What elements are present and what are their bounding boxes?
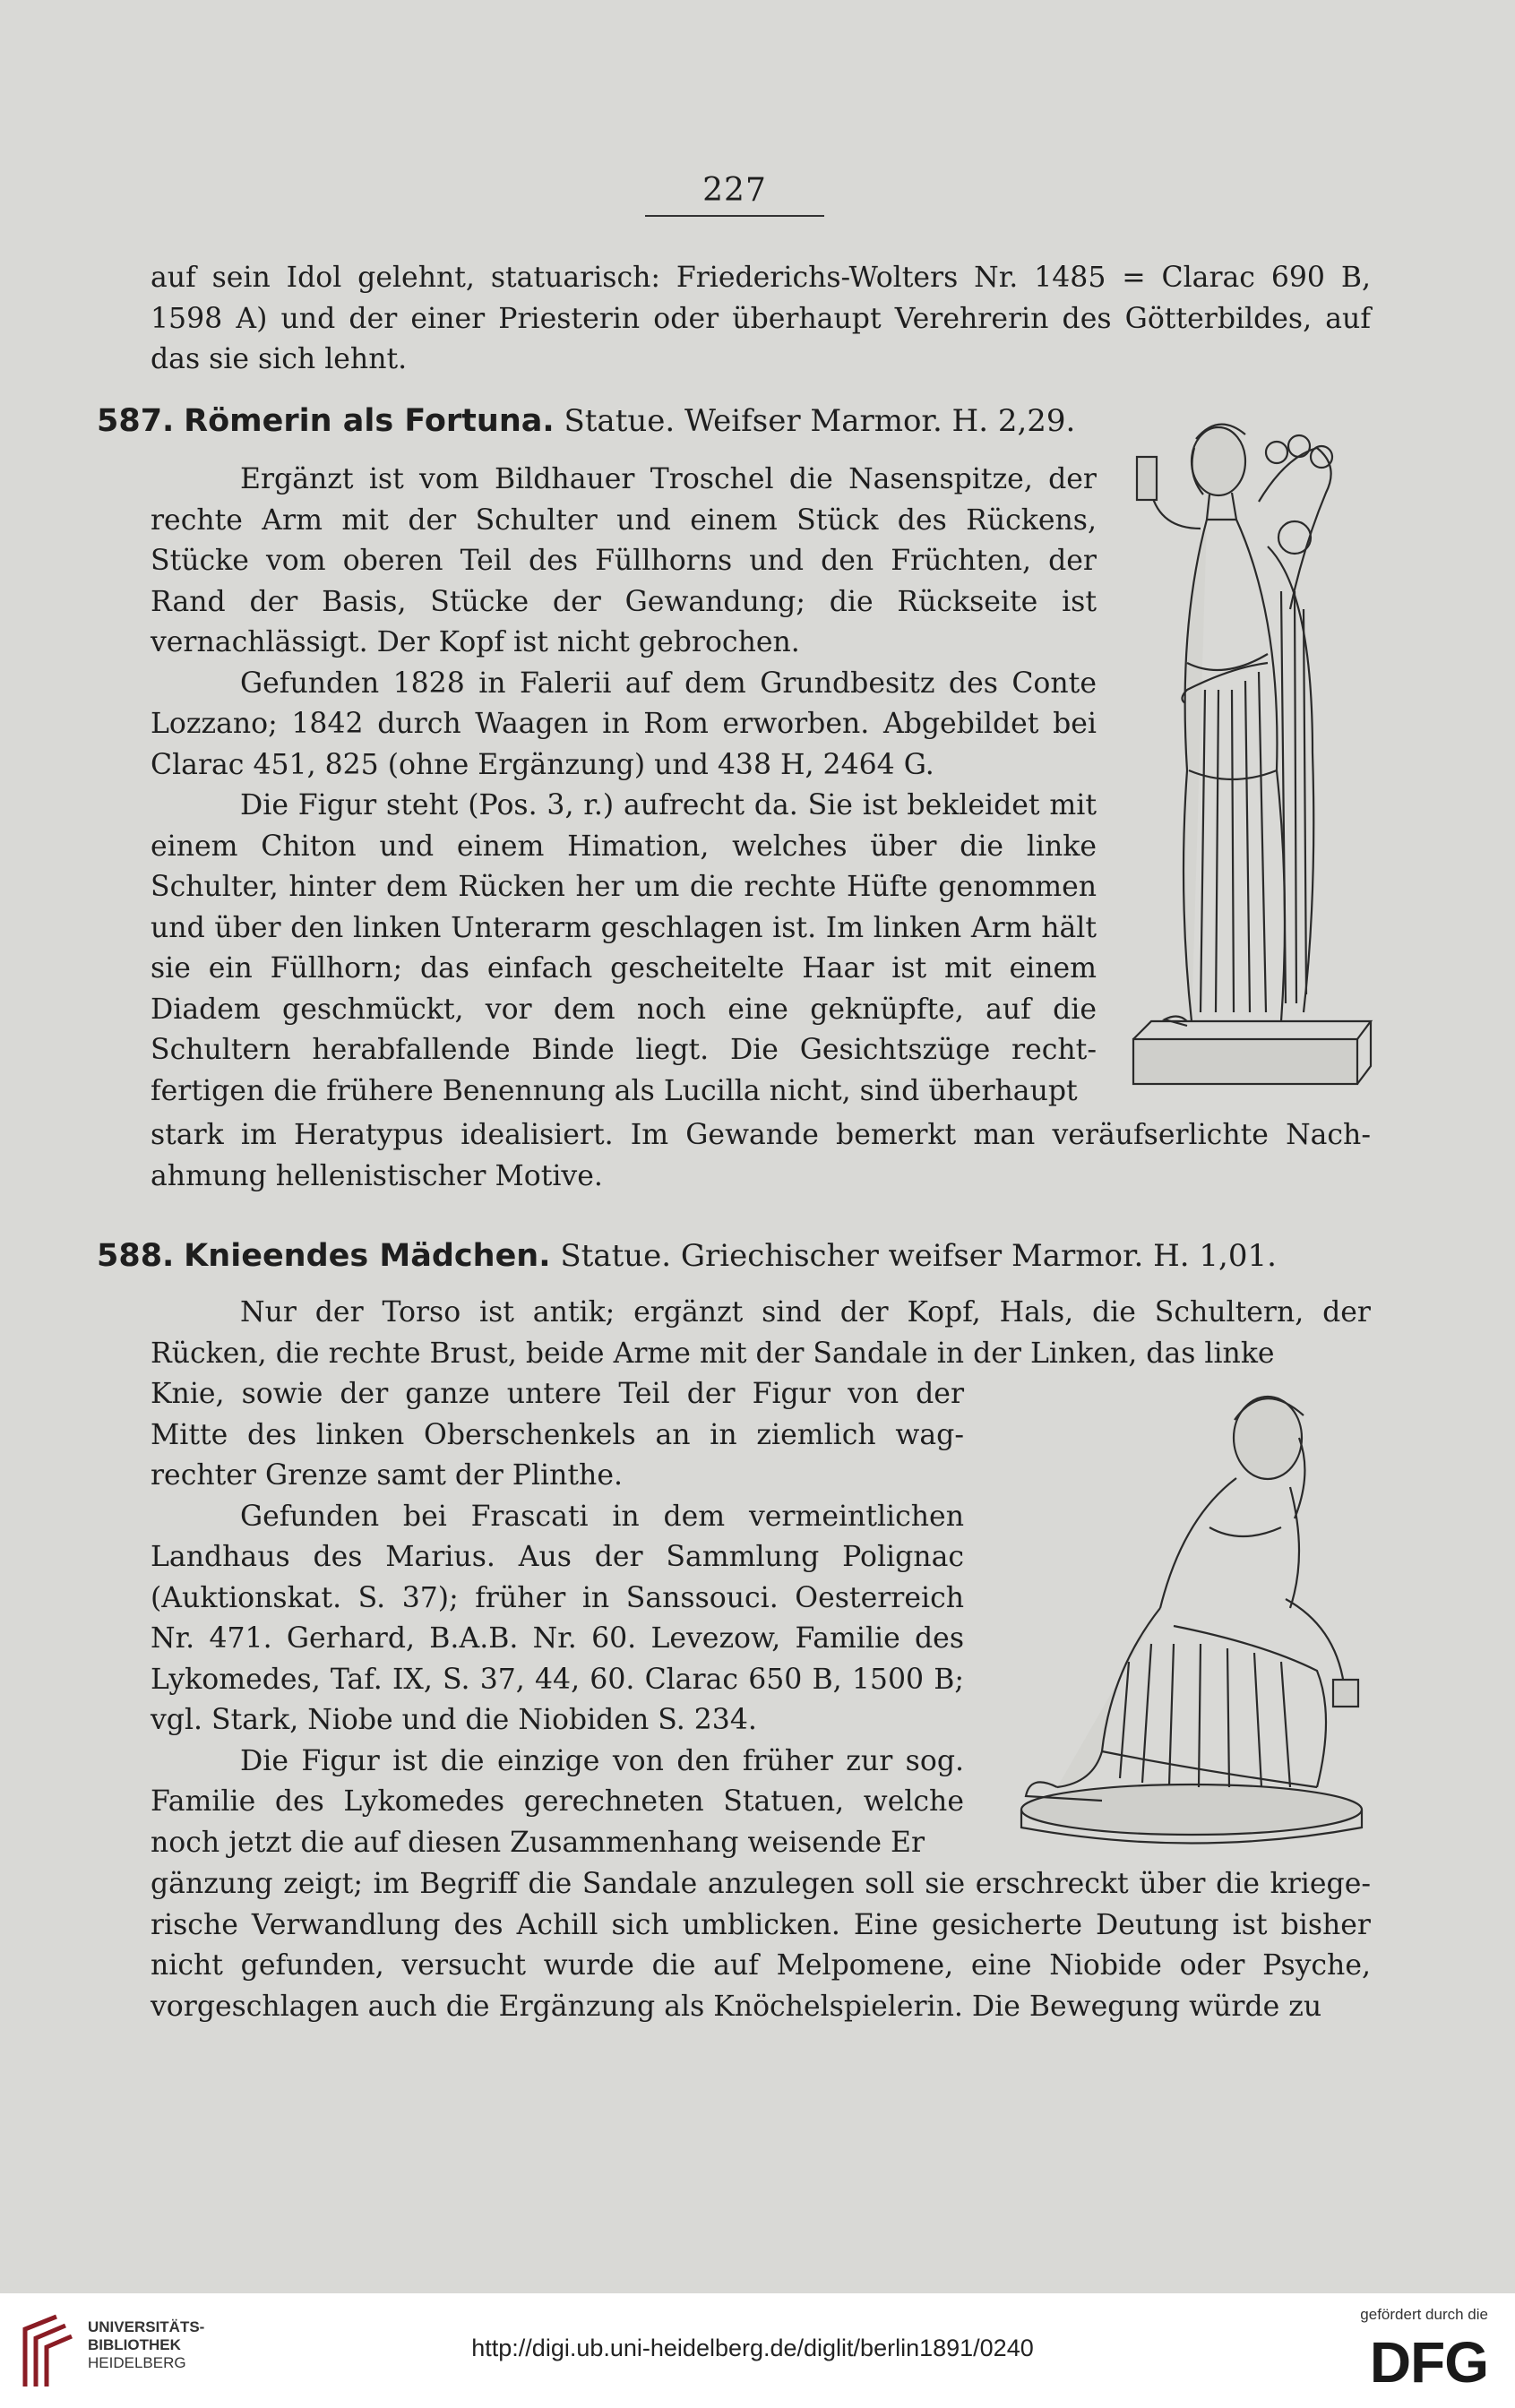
entry-588-title: Knieendes Mädchen.	[184, 1238, 551, 1274]
source-url-link[interactable]: http://digi.ub.uni-heidelberg.de/diglit/berlin1891/0240	[471, 2335, 1034, 2361]
dfg-logo: DFG	[1369, 2330, 1488, 2395]
intro-paragraph	[151, 258, 1371, 381]
library-line-2: BIBLIOTHEK	[88, 2336, 181, 2353]
fortuna-statue-illustration	[1124, 394, 1375, 1093]
entry-588-paragraph-1b: Knie, sowie der ganze untere Teil der Figur von der Mitte des linken Oberschenkels an in ziemlich wagrechter Grenze samt der Plinthe.	[151, 1378, 964, 1492]
entry-588-body-bottom	[151, 1864, 1371, 2027]
entry-588-heading	[97, 1238, 1277, 1274]
entry-588-meta: Statue. Griechischer weifser Marmor. H. 1,01.	[560, 1238, 1277, 1274]
entry-588-paragraph-3a: Die Figur ist die einzige von den früher zur sog. Familie des Lykomedes gerechneten Statuen, welche noch jetzt die auf diesen Zusammenhang weisende Er	[151, 1744, 964, 1859]
university-library-name	[88, 2318, 204, 2372]
entry-587-number: 587.	[97, 403, 175, 439]
entry-587-paragraph-3: Die Figur steht (Pos. 3, r.) aufrecht da. Sie ist bekleidet mit einem Chiton und einem Himation, welches über die linke Schulter, hinter dem Rücken her um die rechte Hüfte genommen und über den linken Unterarm geschlagen ist. Im linken Arm hält sie ein Füllhorn; das einfach gescheitelte Haar ist mit einem Diadem geschmückt, vor dem noch eine geknüpfte, auf die Schultern herabfallende Binde liegt. Die Gesichtszüge rechtfertigen die frühere Benennung als Lucilla nicht, sind überhaupt	[151, 789, 1097, 1107]
entry-587-body	[151, 460, 1097, 1112]
footer-bar	[0, 2293, 1515, 2408]
entry-587-heading	[97, 403, 1075, 439]
page-number-rule	[645, 215, 824, 217]
entry-588-paragraph-2: Gefunden bei Frascati in dem vermeintlichen Landhaus des Marius. Aus der Sammlung Polignac (Auktionskat. S. 37); früher in Sanssouci. Oesterreich Nr. 471. Gerhard, B.A.B. Nr. 60. Levezow, Familie des Lykomedes, Taf. IX, S. 37, 44, 60. Clarac 650 B, 1500 B; vgl. Stark, Niobe und die Niobiden S. 234.	[151, 1500, 964, 1736]
entry-587-paragraph-2: Gefunden 1828 in Falerii auf dem Grundbesitz des Conte Lozzano; 1842 durch Waagen in Rom erworben. Abgebildet bei Clarac 451, 825 (ohne Ergänzung) und 438 H, 2464 G.	[151, 666, 1097, 781]
entry-587-paragraph-1: Ergänzt ist vom Bildhauer Troschel die Nasenspitze, der rechte Arm mit der Schulter und einem Stück des Rückens, Stücke vom oberen Teil des Füllhorns und den Früchten, der Rand der Basis, Stücke der Gewandung; die Rückseite ist vernachlässigt. Der Kopf ist nicht gebrochen.	[151, 463, 1097, 658]
entry-588-number: 588.	[97, 1238, 175, 1274]
intro-text: auf sein Idol gelehnt, statuarisch: Friederichs-Wolters Nr. 1485 = Clarac 690 B, 1598 A) und der einer Priesterin oder überhaupt Verehrerin des Götterbildes, auf das sie sich lehnt.	[151, 262, 1371, 375]
entry-587-body-continued	[151, 1115, 1371, 1197]
page-number: 227	[702, 172, 767, 209]
entry-587-meta: Statue. Weifser Marmor. H. 2,29.	[564, 403, 1076, 439]
entry-588-body-narrow	[151, 1374, 964, 1863]
kneeling-girl-statue-illustration	[994, 1375, 1371, 1850]
funding-label: gefördert durch die	[1360, 2306, 1488, 2323]
library-line-3: HEIDELBERG	[88, 2354, 186, 2371]
university-library-logo-icon	[16, 2311, 79, 2390]
entry-588-body-top	[151, 1293, 1371, 1374]
entry-588-paragraph-3b: gänzung zeigt; im Begriff die Sandale anzulegen soll sie erschreckt über die kriegerische Verwandlung des Achill sich umblicken. Eine gesicherte Deutung ist bisher nicht gefunden, versucht wurde die auf Melpomene, eine Niobide oder Psyche, vorgeschlagen auch die Ergänzung als Knöchelspielerin. Die Bewegung würde zu	[151, 1868, 1371, 2023]
library-line-1: UNIVERSITÄTS-	[88, 2318, 205, 2335]
entry-587-paragraph-3-continued: stark im Heratypus idealisiert. Im Gewande bemerkt man veräufserlichte Nachahmung hellenistischer Motive.	[151, 1119, 1371, 1192]
entry-587-title: Römerin als Fortuna.	[184, 403, 555, 439]
entry-588-paragraph-1a: Nur der Torso ist antik; ergänzt sind der Kopf, Hals, die Schultern, der Rücken, die rechte Brust, beide Arme mit der Sandale in der Linken, das linke	[151, 1296, 1371, 1370]
